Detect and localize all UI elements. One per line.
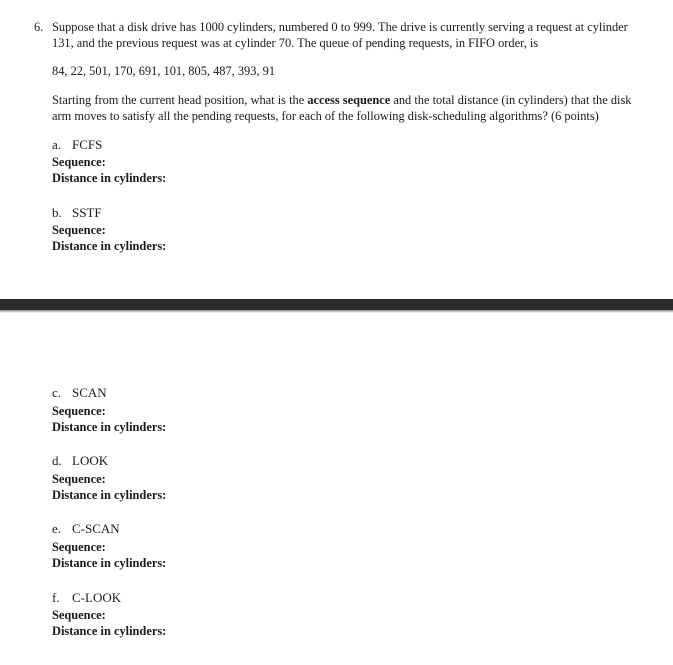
question-line-1: Suppose that a disk drive has 1000 cylinders, numbered 0 to 999. The drive is currently serving a request at cylinder xyxy=(52,20,628,34)
part-c-distance-label: Distance in cylinders: xyxy=(52,420,167,434)
instructions-line-2: arm moves to satisfy all the pending requests, for each of the following disk-scheduling algorithms? (6 points) xyxy=(52,109,599,123)
part-b-name: SSTF xyxy=(72,205,102,220)
request-queue: 84, 22, 501, 170, 691, 101, 805, 487, 393, 91 xyxy=(52,64,276,78)
instructions-pre: Starting from the current head position, what is the xyxy=(52,93,308,107)
part-c-sequence-label: Sequence: xyxy=(52,404,106,418)
page-divider-shadow xyxy=(0,310,673,313)
part-f-letter: f. xyxy=(52,590,60,605)
part-c-name: SCAN xyxy=(72,385,107,400)
part-d-letter: d. xyxy=(52,453,62,468)
question-line-2: 131, and the previous request was at cylinder 70. The queue of pending requests, in FIFO order, is xyxy=(52,36,539,50)
question-text xyxy=(52,19,652,51)
part-f-name: C-LOOK xyxy=(72,590,122,605)
part-a-sequence-label: Sequence: xyxy=(52,155,106,169)
part-b-sequence-label: Sequence: xyxy=(52,223,106,237)
part-b-letter: b. xyxy=(52,205,62,220)
part-d-sequence-label: Sequence: xyxy=(52,472,106,486)
instructions-line-1 xyxy=(52,92,652,108)
part-b-distance-label: Distance in cylinders: xyxy=(52,239,167,253)
part-d-label xyxy=(52,453,108,469)
question-number: 6. xyxy=(34,20,44,34)
part-a-label xyxy=(52,137,102,153)
part-c-label xyxy=(52,385,107,401)
part-b-label xyxy=(52,205,102,221)
part-f-label xyxy=(52,590,121,606)
instructions-bold: access sequence xyxy=(307,93,391,107)
part-e-label xyxy=(52,521,120,537)
instructions-post: and the total distance (in cylinders) that the disk xyxy=(390,93,632,107)
part-f-distance-label: Distance in cylinders: xyxy=(52,624,167,638)
part-a-letter: a. xyxy=(52,137,62,152)
part-a-distance-label: Distance in cylinders: xyxy=(52,171,167,185)
page-divider xyxy=(0,299,673,310)
part-e-name: C-SCAN xyxy=(72,521,120,536)
instructions xyxy=(52,92,652,124)
part-d-distance-label: Distance in cylinders: xyxy=(52,488,167,502)
part-e-distance-label: Distance in cylinders: xyxy=(52,556,167,570)
part-c-letter: c. xyxy=(52,385,62,400)
part-a-name: FCFS xyxy=(72,137,103,152)
part-d-name: LOOK xyxy=(72,453,109,468)
part-e-sequence-label: Sequence: xyxy=(52,540,106,554)
part-e-letter: e. xyxy=(52,521,62,536)
part-f-sequence-label: Sequence: xyxy=(52,608,106,622)
